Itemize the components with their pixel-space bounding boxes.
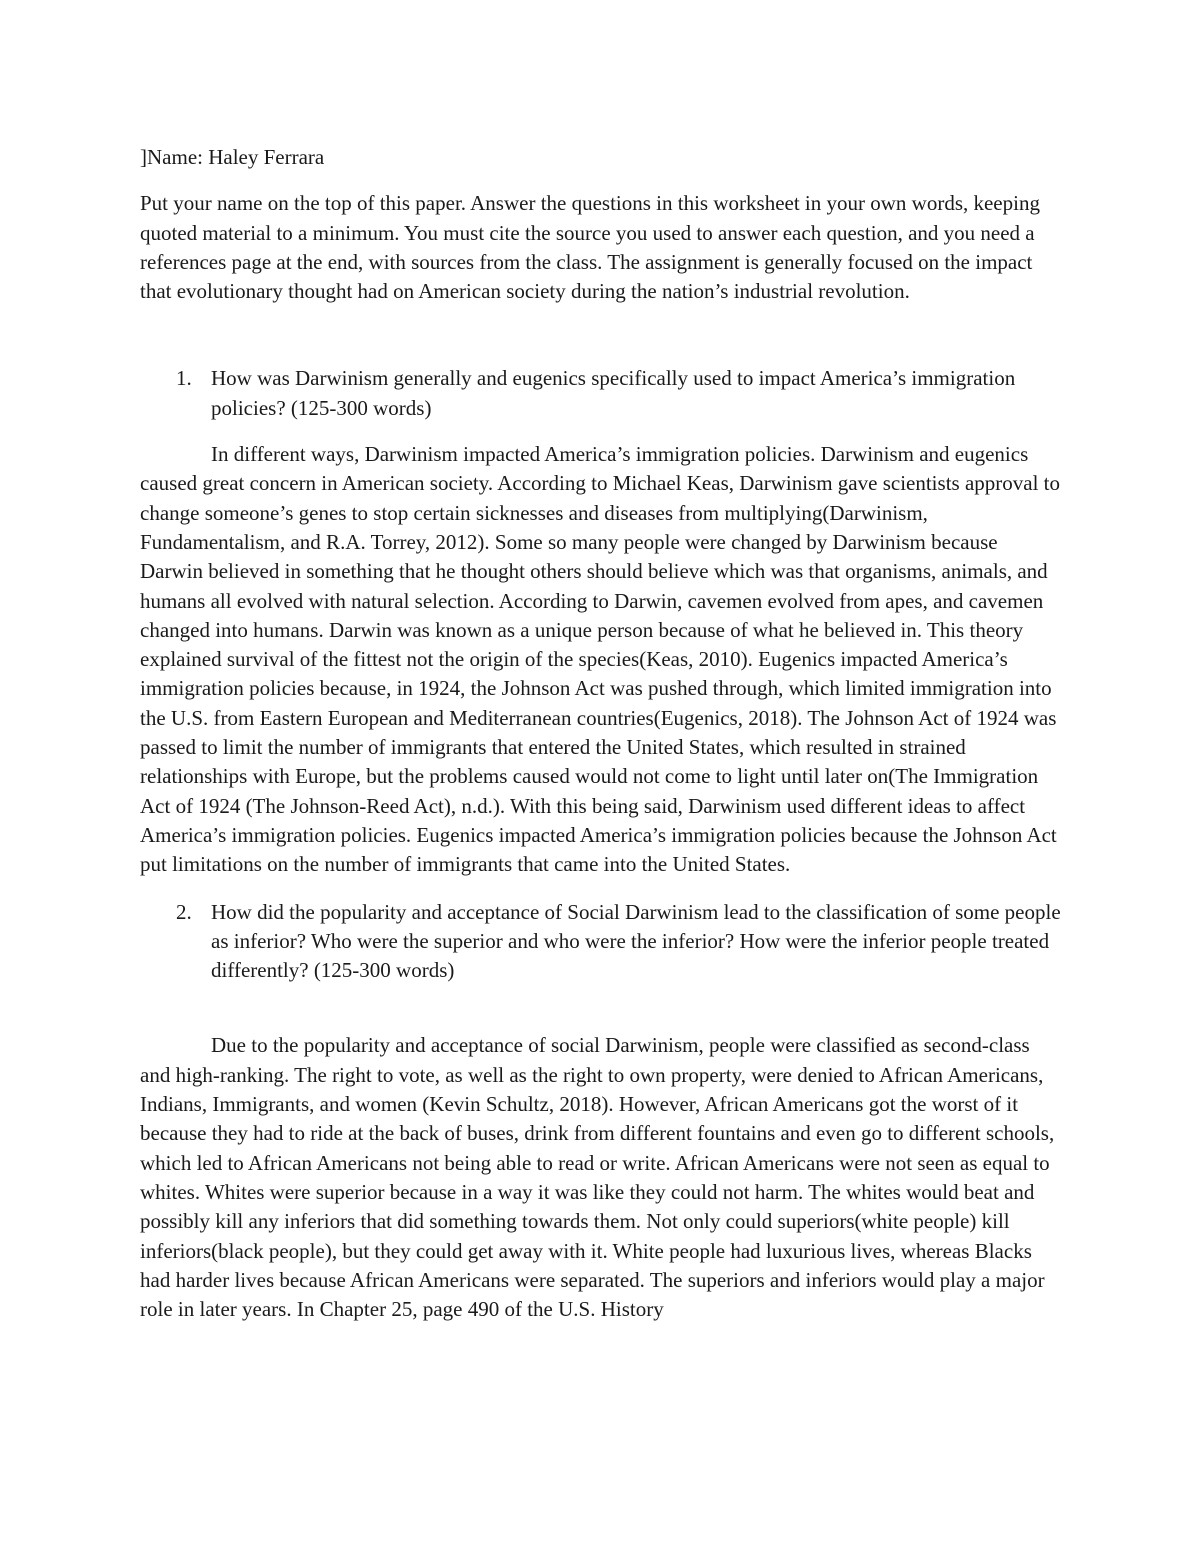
answer-2: Due to the popularity and acceptance of social Darwinism, people were classified as second-class and high-ranking. The right to vote, as well as the right to own property, were denied to African Americans, Indians, Immigrants, and women (Kevin Schultz, 2018). However, African Americans got the worst of it because they had to ride at the back of buses, drink from different fountains and even go to different schools, which led to African Americans not being able to read or write. African Americans were not seen as equal to whites. Whites were superior because in a way it was like they could not harm. The whites would beat and possibly kill any inferiors that did something towards them. Not only could superiors(white people) kill inferiors(black people), but they could get away with it. White people had luxurious lives, whereas Blacks had harder lives because African Americans were separated. The superiors and inferiors would play a major role in later years. In Chapter 25, page 490 of the U.S. History	[140, 1033, 1055, 1322]
question-1	[140, 364, 1065, 423]
student-name-line: ]Name: Haley Ferrara	[140, 145, 325, 169]
document-body	[140, 143, 1065, 1342]
assignment-instructions: Put your name on the top of this paper. Answer the questions in this worksheet in your own words, keeping quoted material to a minimum. You must cite the source you used to answer each question, and you need a references page at the end, with sources from the class. The assignment is generally focused on the impact that evolutionary thought had on American society during the nation’s industrial revolution.	[140, 191, 1040, 304]
question-text: How did the popularity and acceptance of Social Darwinism lead to the classification of some people as inferior? Who were the superior and who were the inferior? How were the inferior people treated differently? (125-300 words)	[211, 899, 1061, 983]
question-number: 2.	[176, 899, 192, 924]
question-number: 1.	[176, 366, 192, 391]
question-2	[140, 898, 1065, 986]
answer-1: In different ways, Darwinism impacted America’s immigration policies. Darwinism and eugenics caused great concern in American society. According to Michael Keas, Darwinism gave scientists approval to change someone’s genes to stop certain sicknesses and diseases from multiplying(Darwinism, Fundamentalism, and R.A. Torrey, 2012). Some so many people were changed by Darwinism because Darwin believed in something that he thought others should believe which was that organisms, animals, and humans all evolved with natural selection. According to Darwin, cavemen evolved from apes, and cavemen changed into humans. Darwin was known as a unique person because of what he believed in. This theory explained survival of the fittest not the origin of the species(Keas, 2010). Eugenics impacted America’s immigration policies because, in 1924, the Johnson Act was pushed through, which limited immigration into the U.S. from Eastern European and Mediterranean countries(Eugenics, 2018). The Johnson Act of 1924 was passed to limit the number of immigrants that entered the United States, which resulted in strained relationships with Europe, but the problems caused would not come to light until later on(The Immigration Act of 1924 (The Johnson-Reed Act), n.d.). With this being said, Darwinism used different ideas to affect America’s immigration policies. Eugenics impacted America’s immigration policies because the Johnson Act put limitations on the number of immigrants that came into the United States.	[140, 442, 1061, 877]
question-text: How was Darwinism generally and eugenics specifically used to impact America’s immigration policies? (125-300 words)	[211, 366, 1016, 420]
